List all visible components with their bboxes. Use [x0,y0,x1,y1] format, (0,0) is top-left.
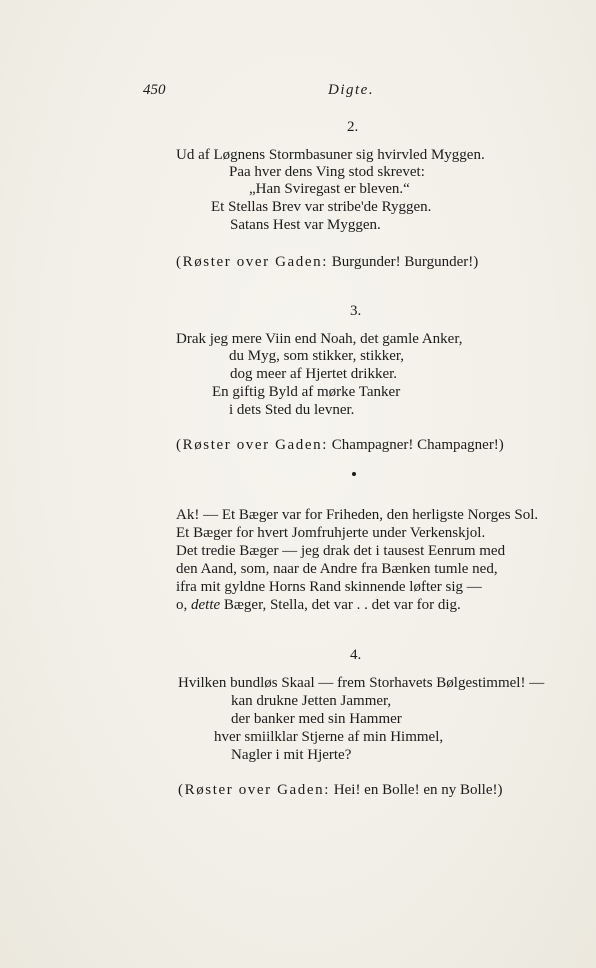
verse-line: dog meer af Hjertet drikker. [230,366,398,382]
voices-call: Champagner! Champagner!) [331,437,504,453]
verse-fragment: Bæger, Stella, det var . . det var for dig. [223,597,461,613]
verse-line: En giftig Byld af mørke Tanker [212,384,401,400]
verse-line: i dets Sted du levner. [229,402,355,418]
verse-line: Ak! — Et Bæger var for Friheden, den herligste Norges Sol. [176,507,539,523]
verse-line: kan drukne Jetten Jammer, [231,693,392,709]
verse-fragment: o, [176,597,188,613]
verse-line: Paa hver dens Ving stod skrevet: [229,164,425,180]
verse-line: „Han Sviregast er bleven.“ [249,181,410,197]
verse-line: Det tredie Bæger — jeg drak det i tausest Eenrum med [176,543,506,559]
voices-call: Hei! en Bolle! en ny Bolle!) [333,782,503,798]
verse-line: Et Stellas Brev var stribe'de Ryggen. [211,199,432,215]
voices-lead: (Røster over Gaden: [176,437,329,453]
voices-lead: (Røster over Gaden: [178,782,331,798]
verse-line: Hvilken bundløs Skaal — frem Storhavets Bølgestimmel! — [178,675,545,691]
section-number: 4. [350,647,362,663]
verse-line: hver smiilklar Stjerne af min Himmel, [214,729,444,745]
emphasized-word: dette [191,597,221,613]
running-title: Digte. [328,82,375,98]
section-number: 2. [347,119,359,135]
verse-line: Ud af Løgnens Stormbasuner sig hvirvled Myggen. [176,147,485,163]
voices-line [176,436,504,454]
voices-lead: (Røster over Gaden: [176,254,329,270]
voices-line [176,253,478,271]
section-divider-dot [352,472,356,476]
verse-line: Drak jeg mere Viin end Noah, det gamle Anker, [176,331,463,347]
voices-line [178,781,502,799]
voices-call: Burgunder! Burgunder!) [331,254,479,270]
verse-line: ifra mit gyldne Horns Rand skinnende løfter sig — [176,579,482,595]
verse-line [176,596,461,614]
verse-line: Et Bæger for hvert Jomfruhjerte under Verkenskjol. [176,525,486,541]
verse-line: der banker med sin Hammer [231,711,402,727]
verse-line: Satans Hest var Myggen. [230,217,381,233]
section-number: 3. [350,303,362,319]
verse-line: den Aand, som, naar de Andre fra Bænken tumle ned, [176,561,498,577]
verse-line: du Myg, som stikker, stikker, [229,348,405,364]
verse-line: Nagler i mit Hjerte? [231,747,352,763]
page-number: 450 [143,82,166,98]
